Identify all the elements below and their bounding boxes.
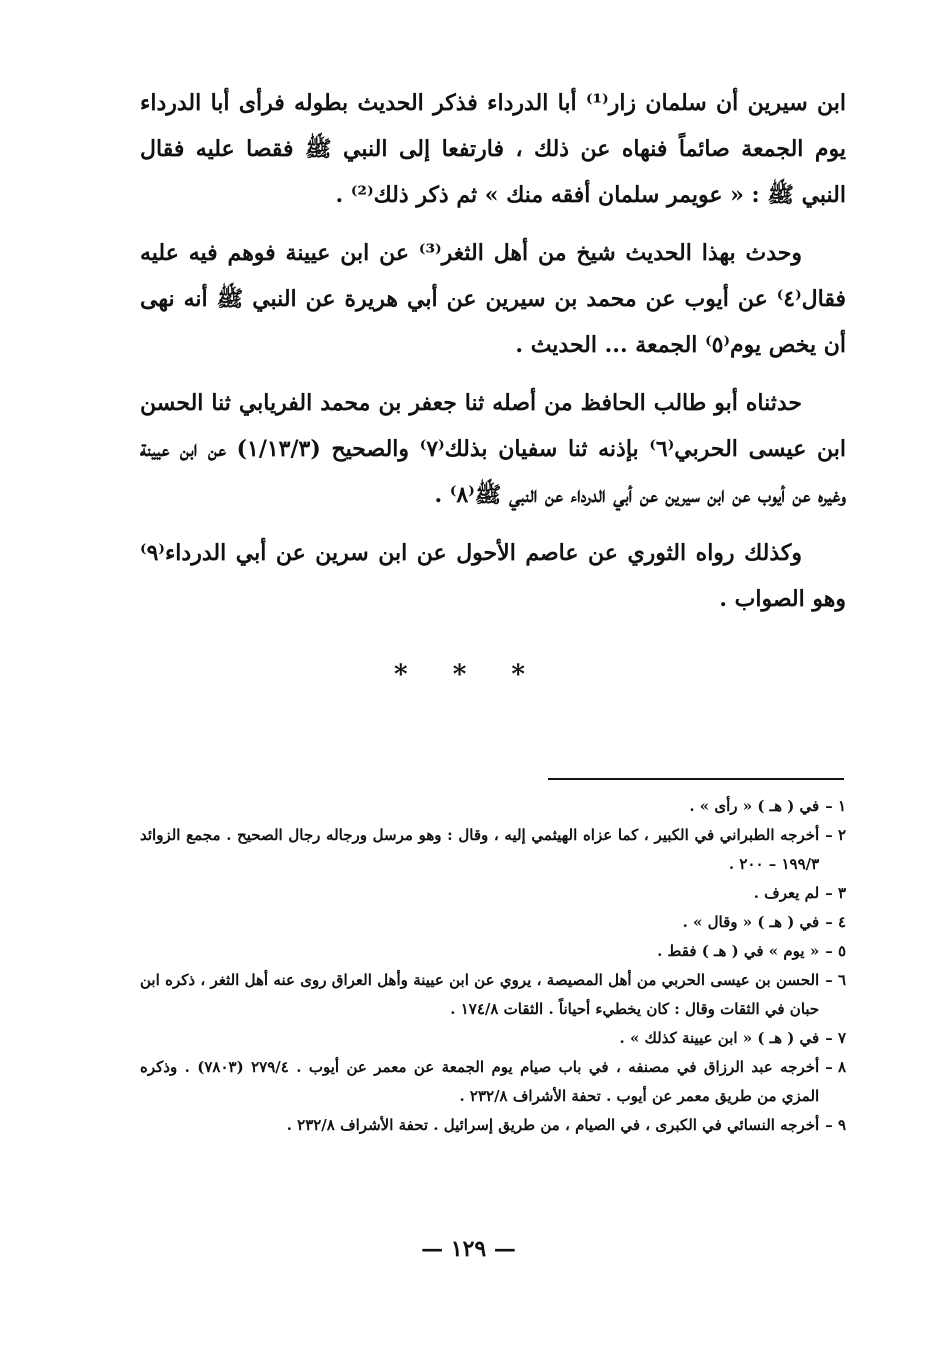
paragraph: وحدث بهذا الحديث شيخ من أهل الثغر⁽³⁾ عن ابن عيينة فوهم فيه عليه فقال⁽٤⁾ عن أيوب عن محمد بن سيرين عن أبي هريرة عن النبي ﷺ أنه نهى أن يخص يوم⁽٥⁾ الجمعة ... الحديث . (140, 240, 846, 358)
footnote-number: ٨ – (825, 1058, 846, 1076)
page-number: — ١٢٩ — (421, 1236, 516, 1262)
footnote-number: ٤ – (825, 913, 846, 931)
footnote-number: ٩ – (825, 1116, 846, 1134)
footnote-number: ٢ – (825, 826, 846, 844)
footnote-text: في ( هـ ) « وقال » . (682, 913, 820, 931)
footnote (140, 792, 846, 821)
footnote-number: ٣ – (825, 884, 846, 902)
footnote-text: أخرجه الطبراني في الكبير ، كما عزاه الهيثمي إليه ، وقال : وهو مرسل ورجاله رجال الصحيح . مجمع الزوائد ١٩٩/٣ – ٢٠٠ . (140, 826, 820, 873)
footnote-number: ٦ – (825, 971, 846, 989)
footnote (140, 1111, 846, 1140)
footnote (140, 966, 846, 1024)
footnote-text: الحسن بن عيسى الحربي من أهل المصيصة ، يروي عن ابن عيينة وأهل العراق روى عنه أهل الثغر ، ذكره ابن حبان في الثقات وقال : كان يخطيء أحياناً . الثقات ١٧٤/٨ . (140, 971, 820, 1018)
paragraph: حدثناه أبو طالب الحافظ من أصله ثنا جعفر بن محمد الفريابي ثنا الحسن ابن عيسى الحربي⁽٦⁾ بإذنه ثنا سفيان بذلك⁽٧⁾ والصحيح (١/١٣/٣) عن ابن عيينة وغيره عن أيوب عن ابن سيرين عن أبي الدرداء عن النبي ﷺ⁽٨⁾ . (140, 390, 846, 508)
footnote (140, 908, 846, 937)
footnote-text: أخرجه النسائي في الكبرى ، في الصيام ، من طريق إسرائيل . تحفة الأشراف ٢٣٢/٨ . (286, 1116, 820, 1134)
footnote-text: « يوم » في ( هـ ) فقط . (657, 942, 820, 960)
footnote-text: في ( هـ ) « رأى » . (689, 797, 820, 815)
footnote-number: ٥ – (825, 942, 846, 960)
footnotes (140, 792, 846, 1140)
section-separator: * * * (394, 660, 543, 690)
main-text (140, 80, 846, 634)
footnote-divider (548, 778, 844, 780)
footnote (140, 1024, 846, 1053)
footnote-text: في ( هـ ) « ابن عيينة كذلك » . (619, 1029, 820, 1047)
footnote-number: ٧ – (825, 1029, 846, 1047)
footnote (140, 879, 846, 908)
paragraph: ابن سيرين أن سلمان زار⁽¹⁾ أبا الدرداء فذكر الحديث بطوله فرأى أبا الدرداء يوم الجمعة صائماً فنهاه عن ذلك ، فارتفعا إلى النبي ﷺ فقصا عليه فقال النبي ﷺ : « عويمر سلمان أفقه منك » ثم ذكر ذلك⁽²⁾ . (140, 90, 846, 208)
footnote-number: ١ – (825, 797, 846, 815)
footnote (140, 1053, 846, 1111)
footnote-text: أخرجه عبد الرزاق في مصنفه ، في باب صيام يوم الجمعة عن معمر عن أيوب . ٢٧٩/٤ (٧٨٠٣) . وذكره المزي من طريق معمر عن أيوب . تحفة الأشراف ٢٣٢/٨ . (140, 1058, 820, 1105)
paragraph: وكذلك رواه الثوري عن عاصم الأحول عن ابن سرين عن أبي الدرداء⁽٩⁾ وهو الصواب . (140, 540, 846, 612)
footnote (140, 821, 846, 879)
footnote-text: لم يعرف . (753, 884, 820, 902)
footnote (140, 937, 846, 966)
